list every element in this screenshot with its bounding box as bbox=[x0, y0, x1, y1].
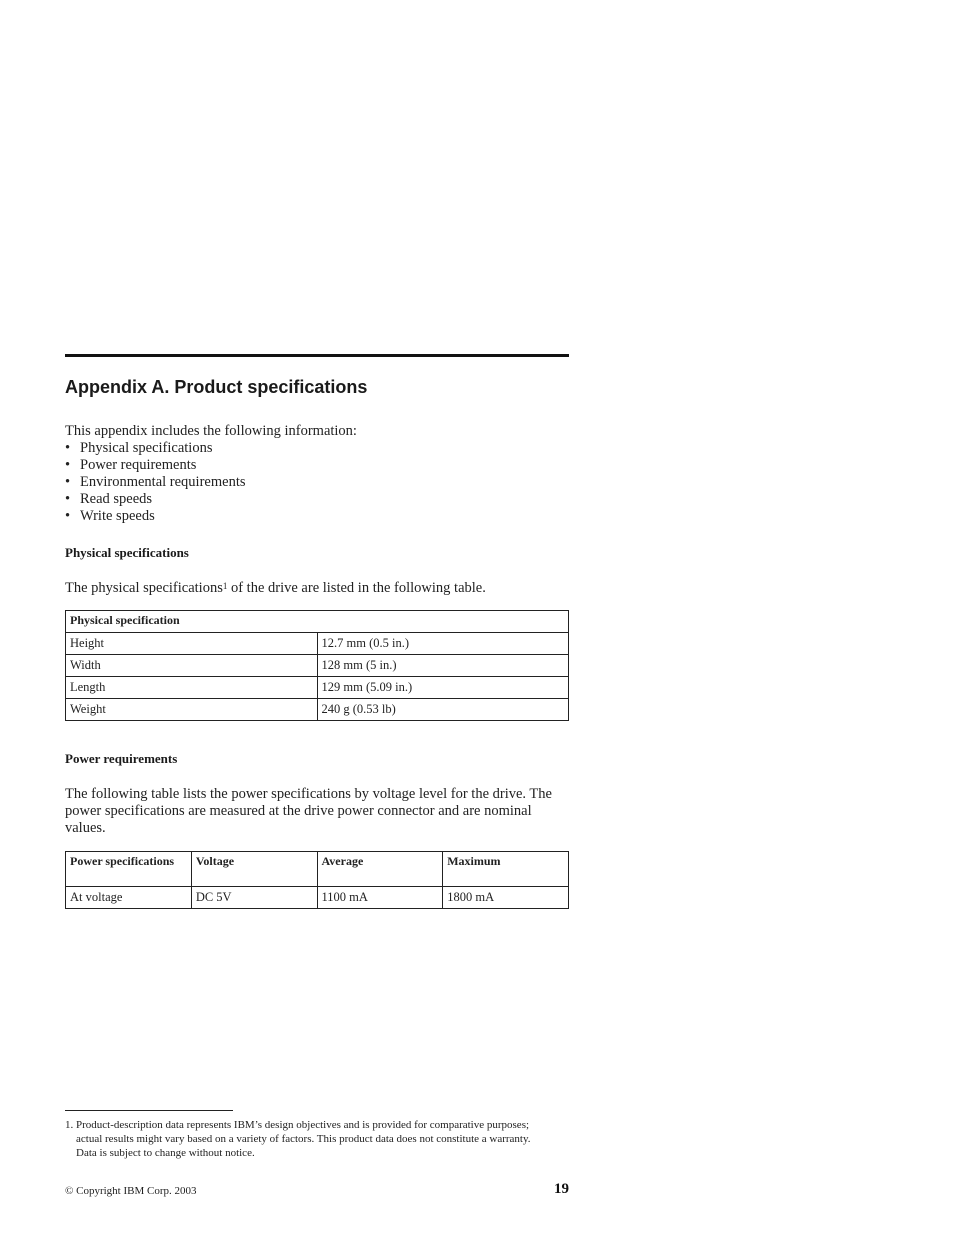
bullet-icon: • bbox=[65, 474, 71, 490]
table-header: Physical specification bbox=[66, 611, 569, 633]
footnote-rule bbox=[65, 1110, 233, 1111]
table-cell-label: Length bbox=[66, 677, 318, 699]
table-row bbox=[66, 655, 569, 677]
physical-intro: The physical specifications$^1$ of the drive are listed in the following table. bbox=[65, 580, 486, 596]
intro-list bbox=[65, 440, 246, 525]
table-cell-value: 12.7 mm (0.5 in.) bbox=[317, 633, 569, 655]
footnote-ref[interactable]: 1 bbox=[222, 581, 228, 591]
table-cell-value: 240 g (0.53 lb) bbox=[317, 699, 569, 721]
table-header: Average bbox=[317, 852, 443, 887]
list-item: • Write speeds bbox=[65, 508, 155, 524]
table-header: Maximum bbox=[443, 852, 569, 887]
bullet-icon: • bbox=[65, 508, 71, 524]
table-header-row bbox=[66, 852, 569, 887]
chapter-title: Appendix A. Product specifications bbox=[65, 377, 368, 397]
power-heading: Power requirements bbox=[65, 751, 178, 766]
physical-heading: Physical specifications bbox=[65, 545, 189, 560]
chapter-rule bbox=[65, 354, 569, 357]
table-row bbox=[66, 699, 569, 721]
table-cell-value: 129 mm (5.09 in.) bbox=[317, 677, 569, 699]
table-cell: At voltage bbox=[66, 887, 192, 909]
table-header: Power specifications bbox=[66, 852, 192, 887]
table-cell-value: 128 mm (5 in.) bbox=[317, 655, 569, 677]
table-cell: 1100 mA bbox=[317, 887, 443, 909]
table-cell-label: Width bbox=[66, 655, 318, 677]
list-item: • Read speeds bbox=[65, 491, 153, 507]
physical-spec-table bbox=[65, 610, 569, 721]
footnote-number: 1. bbox=[65, 1119, 74, 1131]
table-row bbox=[66, 633, 569, 655]
table-row bbox=[66, 677, 569, 699]
footnote-text: Product-description data represents IBM’s design objectives and is provided for comparative purposes; actual results might vary based on a variety of factors. This product data does not constitute a warranty. Data is subject to change without notice. bbox=[76, 1119, 531, 1159]
table-cell: 1800 mA bbox=[443, 887, 569, 909]
table-header: Voltage bbox=[191, 852, 317, 887]
bullet-icon: • bbox=[65, 440, 71, 456]
page-number: 19 bbox=[554, 1181, 569, 1197]
table-row bbox=[66, 887, 569, 909]
footnote bbox=[65, 1118, 545, 1160]
list-item: • Environmental requirements bbox=[65, 474, 246, 490]
bullet-icon: • bbox=[65, 457, 71, 473]
power-intro: The following table lists the power specifications by voltage level for the drive. The power specifications are measured at the drive power connector and are nominal values. bbox=[65, 786, 552, 836]
intro-text: This appendix includes the following information: bbox=[65, 423, 357, 439]
table-cell-label: Height bbox=[66, 633, 318, 655]
list-item: • Power requirements bbox=[65, 457, 197, 473]
table-header-row bbox=[66, 611, 569, 633]
power-spec-table bbox=[65, 851, 569, 909]
list-item: • Physical specifications bbox=[65, 440, 213, 456]
bullet-icon: • bbox=[65, 491, 71, 507]
table-cell: DC 5V bbox=[191, 887, 317, 909]
table-cell-label: Weight bbox=[66, 699, 318, 721]
copyright: © Copyright IBM Corp. 2003 bbox=[65, 1185, 197, 1197]
